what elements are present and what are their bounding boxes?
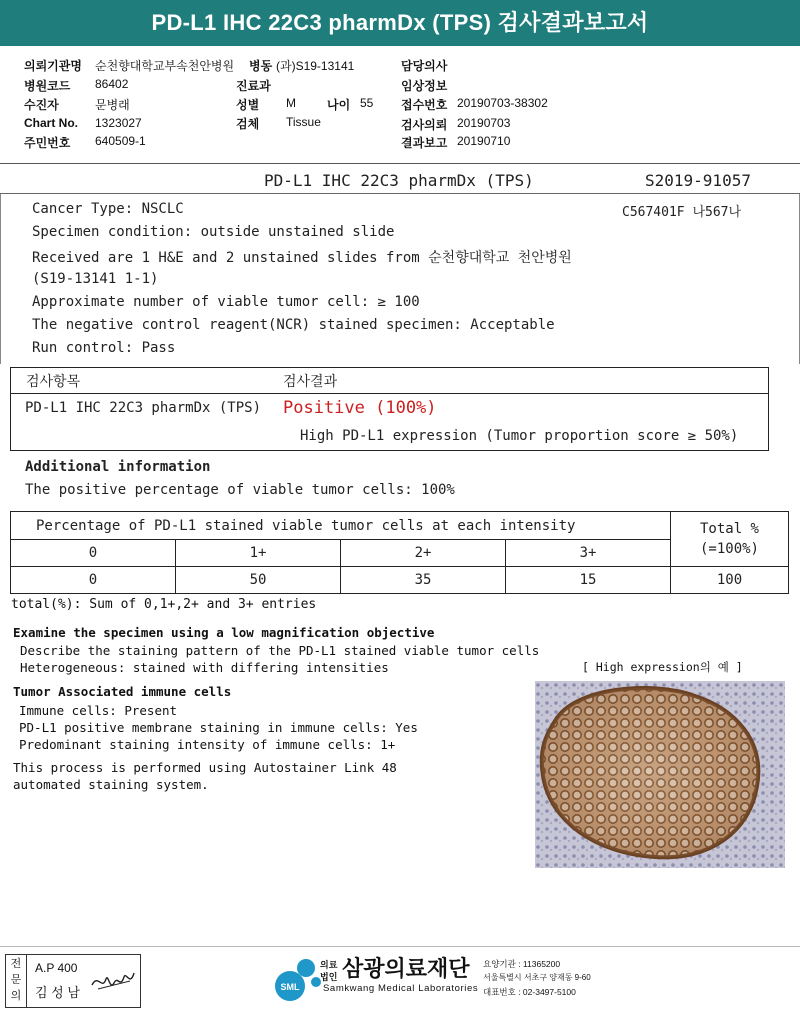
contact-code: 요양기관 : 11365200 bbox=[483, 959, 561, 969]
institution-value: 순천향대학교부속천안병원 bbox=[95, 59, 235, 73]
ward-label: 병동 bbox=[249, 59, 273, 73]
intensity-value-3: 15 bbox=[506, 567, 671, 594]
org-prefix-2: 법인 bbox=[320, 972, 338, 982]
report-value: 20190710 bbox=[457, 134, 511, 148]
result-box-divider bbox=[10, 393, 769, 394]
immune-heading: Tumor Associated immune cells bbox=[13, 684, 232, 699]
doctor-label: 담당의사 bbox=[401, 59, 448, 73]
examine-line-1: Describe the staining pattern of the PD-L1 stained viable tumor cells bbox=[20, 643, 540, 658]
case-number: S2019-91057 bbox=[645, 171, 751, 190]
sml-logo-icon bbox=[272, 956, 322, 1002]
intensity-value-1: 50 bbox=[176, 567, 341, 594]
sex-label: 성별 bbox=[236, 98, 260, 112]
intensity-header-3: 3+ bbox=[506, 540, 671, 567]
detail-line: Approximate number of viable tumor cell: ≥ 100 bbox=[32, 294, 420, 310]
id-value: 640509-1 bbox=[95, 134, 146, 148]
slide-code: C567401F 나567나 bbox=[622, 205, 742, 220]
immune-line-1: Immune cells: Present bbox=[19, 703, 178, 718]
chart-value: 1323027 bbox=[95, 116, 142, 130]
signature-side-label: 전문의 bbox=[10, 958, 22, 1002]
intensity-value-0: 0 bbox=[11, 567, 176, 594]
request-value: 20190703 bbox=[457, 116, 511, 130]
header-divider bbox=[0, 163, 800, 164]
org-english: Samkwang Medical Laboratories bbox=[323, 983, 479, 994]
patient-label: 수진자 bbox=[24, 98, 59, 112]
test-name-heading: PD-L1 IHC 22C3 pharmDx (TPS) bbox=[264, 171, 534, 190]
age-label: 나이 bbox=[327, 98, 351, 112]
examine-line-2: Heterogeneous: stained with differing intensities bbox=[20, 660, 389, 675]
dept-label: 진료과 bbox=[236, 79, 271, 93]
detail-line: Specimen condition: outside unstained slide bbox=[32, 224, 395, 240]
image-caption: [ High expression의 예 ] bbox=[582, 660, 743, 674]
table-note: total(%): Sum of 0,1+,2+ and 3+ entries bbox=[11, 597, 317, 612]
detail-line: Received are 1 H&E and 2 unstained slides from 순천향대학교 천안병원 bbox=[32, 250, 572, 266]
report-label: 결과보고 bbox=[401, 136, 448, 150]
intensity-value-2: 35 bbox=[341, 567, 506, 594]
footer-divider bbox=[0, 946, 800, 947]
handwritten-signature-icon bbox=[90, 965, 136, 997]
left-margin-rule bbox=[0, 194, 1, 364]
intensity-table bbox=[10, 511, 789, 594]
institution-label: 의뢰기관명 bbox=[24, 59, 82, 73]
additional-heading: Additional information bbox=[25, 459, 211, 475]
expression-level: High PD-L1 expression (Tumor proportion score ≥ 50%) bbox=[300, 428, 739, 444]
detail-line: The negative control reagent(NCR) stained specimen: Acceptable bbox=[32, 317, 555, 333]
intensity-header-1: 1+ bbox=[176, 540, 341, 567]
total-header: Total % (=100%) bbox=[671, 512, 789, 567]
result-item-name: PD-L1 IHC 22C3 pharmDx (TPS) bbox=[25, 400, 262, 416]
report-title: PD-L1 IHC 22C3 pharmDx (TPS) 검사결과보고서 bbox=[0, 0, 800, 46]
test-heading-divider bbox=[0, 193, 800, 194]
hospital-code-value: 86402 bbox=[95, 77, 129, 91]
sml-logo-text: SML bbox=[280, 982, 300, 992]
result-header: 검사결과 bbox=[283, 374, 338, 390]
immune-line-3: Predominant staining intensity of immune cells: 1+ bbox=[19, 737, 396, 752]
patient-value: 문병래 bbox=[95, 98, 130, 112]
signature-name: 김 성 남 bbox=[35, 985, 80, 1000]
item-header: 검사항목 bbox=[26, 374, 81, 390]
signature-code: A.P 400 bbox=[35, 961, 78, 975]
org-prefix-1: 의료 bbox=[320, 960, 338, 970]
intensity-header-2: 2+ bbox=[341, 540, 506, 567]
accession-label: 접수번호 bbox=[401, 98, 448, 112]
hospital-code-label: 병원코드 bbox=[24, 79, 71, 93]
additional-text: The positive percentage of viable tumor cells: 100% bbox=[25, 482, 455, 498]
signature-box bbox=[5, 954, 141, 1008]
immune-line-2: PD-L1 positive membrane staining in immune cells: Yes bbox=[19, 720, 418, 735]
intensity-header-0: 0 bbox=[11, 540, 176, 567]
sex-value: M bbox=[286, 96, 296, 110]
id-label: 주민번호 bbox=[24, 136, 71, 150]
request-label: 검사의뢰 bbox=[401, 118, 448, 132]
accession-value: 20190703-38302 bbox=[457, 96, 548, 110]
chart-label: Chart No. bbox=[24, 116, 78, 130]
age-value: 55 bbox=[360, 96, 374, 110]
specimen-label: 검체 bbox=[236, 117, 260, 131]
contact-phone: 대표번호 : 02-3497-5100 bbox=[483, 987, 576, 997]
result-positive: Positive (100%) bbox=[283, 398, 437, 418]
detail-line: Run control: Pass bbox=[32, 340, 176, 356]
intensity-total: 100 bbox=[671, 567, 789, 594]
specimen-value: Tissue bbox=[286, 115, 321, 129]
intensity-caption: Percentage of PD-L1 stained viable tumor cells at each intensity bbox=[11, 512, 671, 540]
detail-line: Cancer Type: NSCLC bbox=[32, 201, 184, 217]
clinical-label: 임상정보 bbox=[401, 79, 448, 93]
ward-value: (과)S19-13141 bbox=[276, 59, 355, 73]
process-note-2: automated staining system. bbox=[13, 777, 209, 792]
ihc-histology-image bbox=[535, 681, 785, 868]
examine-heading: Examine the specimen using a low magnification objective bbox=[13, 625, 435, 640]
process-note-1: This process is performed using Autostainer Link 48 bbox=[13, 760, 397, 775]
org-name: 삼광의료재단 bbox=[342, 957, 470, 982]
detail-line: (S19-13141 1-1) bbox=[32, 271, 159, 287]
contact-address: 서울특별시 서초구 양재동 9-60 bbox=[483, 973, 591, 982]
